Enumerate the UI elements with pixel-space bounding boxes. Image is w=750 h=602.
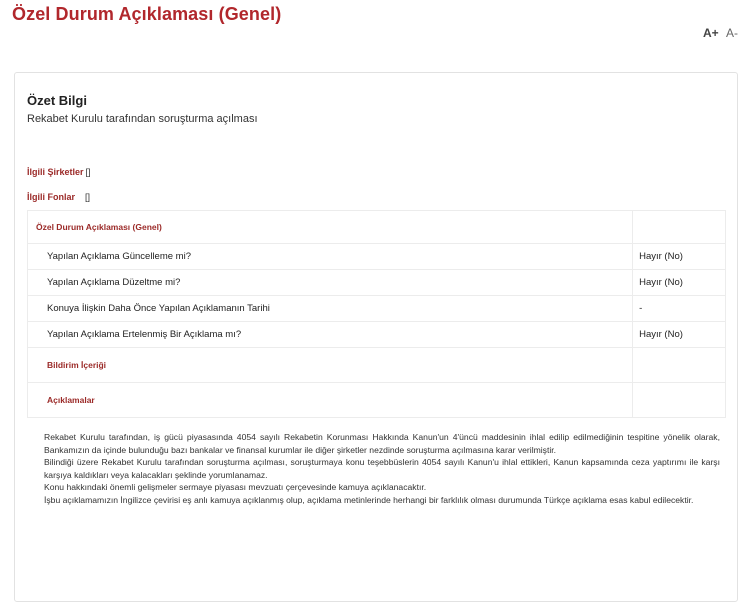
font-size-controls <box>703 26 738 40</box>
related-companies-value: [] <box>85 167 91 177</box>
disclosure-table <box>27 210 726 418</box>
related-funds-value: [] <box>85 192 91 202</box>
font-increase-button[interactable]: A+ <box>702 26 719 40</box>
row-label: Konuya İlişkin Daha Önce Yapılan Açıklamanın Tarihi <box>28 296 633 322</box>
row-value: Hayır (No) <box>633 244 726 270</box>
font-decrease-button[interactable]: A- <box>726 26 738 40</box>
explanation-body <box>44 431 720 506</box>
related-companies <box>27 167 91 177</box>
related-funds-label[interactable]: İlgili Fonlar <box>27 192 76 202</box>
table-header: Özel Durum Açıklaması (Genel) <box>28 211 633 244</box>
summary-text: Rekabet Kurulu tarafından soruşturma açılması <box>27 113 258 125</box>
row-label: Yapılan Açıklama Düzeltme mi? <box>28 270 633 296</box>
explanation-paragraph: Bilindiği üzere Rekabet Kurulu tarafından soruşturma açılması, soruşturmaya konu teşebbüslerin 4054 sayılı Kanun'u ihlal ettikleri, Kanun kapsamında ceza yaptırımı ile karşı karşıya kaldıkları veya kalacakları şeklinde yorumlanamaz. <box>44 457 720 480</box>
related-companies-label[interactable]: İlgili Şirketler <box>27 167 84 177</box>
summary-heading: Özet Bilgi <box>27 93 87 108</box>
table-header-empty <box>633 211 726 244</box>
page-title: Özel Durum Açıklaması (Genel) <box>12 4 282 24</box>
row-value: - <box>633 296 726 322</box>
table-row <box>28 383 726 418</box>
table-row <box>28 244 726 270</box>
table-row <box>28 296 726 322</box>
row-value: Hayır (No) <box>633 270 726 296</box>
table-row <box>28 270 726 296</box>
explanation-paragraph: İşbu açıklamamızın İngilizce çevirisi eş anlı kamuya açıklanmış olup, açıklama metinlerinde herhangi bir farklılık olması durumunda Türkçe açıklama esas kabul edilecektir. <box>44 494 694 505</box>
explanations-empty <box>633 383 726 418</box>
row-label: Yapılan Açıklama Ertelenmiş Bir Açıklama mı? <box>28 322 633 348</box>
table-header-row <box>28 211 726 244</box>
table-row <box>28 348 726 383</box>
table-row <box>28 322 726 348</box>
explanation-paragraph: Konu hakkındaki önemli gelişmeler sermaye piyasası mevzuatı çerçevesinde kamuya açıklanacaktır. <box>44 482 427 492</box>
explanation-paragraph: Rekabet Kurulu tarafından, iş gücü piyasasında 4054 sayılı Rekabetin Korunması Hakkında Kanun'un 4'üncü maddesinin ihlal edilip edilmediğinin tespitine yönelik olarak, Bankamızın da içinde bulunduğu bazı bankalar ve finansal kurumlar ile diğer şirketler nezdinde soruşturma açılmasına karar verilmiştir. <box>44 432 720 455</box>
related-funds <box>27 192 90 202</box>
disclosure-card <box>14 72 738 602</box>
notification-content-label: Bildirim İçeriği <box>28 348 633 383</box>
explanations-label: Açıklamalar <box>28 383 633 418</box>
notification-content-empty <box>633 348 726 383</box>
row-label: Yapılan Açıklama Güncelleme mi? <box>28 244 633 270</box>
row-value: Hayır (No) <box>633 322 726 348</box>
